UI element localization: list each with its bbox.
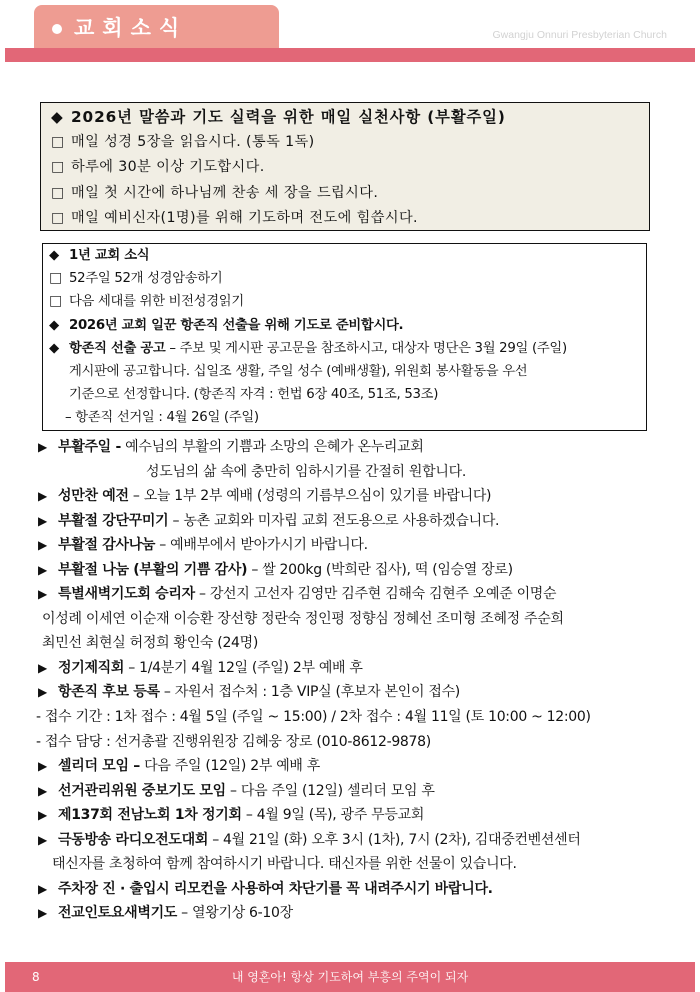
- checkbox-icon: □: [51, 134, 65, 151]
- practice-title: 2026년 말씀과 기도 실력을 위한 매일 실천사항 (부활주일): [71, 108, 506, 126]
- annual-title-row: [49, 244, 646, 267]
- practice-title-row: [51, 105, 649, 130]
- diamond-icon: ◆: [49, 317, 59, 333]
- diamond-icon: ◆: [51, 108, 64, 126]
- checkbox-icon: □: [49, 270, 62, 287]
- triangle-bullet-icon: ▶: [38, 881, 47, 896]
- election-notice-continued: 기준으로 선정합니다. (항존직 자격 : 헌법 6장 40조, 51조, 53조): [69, 387, 439, 403]
- news-item-radio-evangelism: ▶ 극동방송 라디오전도대회 – 4월 21일 (화) 오후 3시 (1차), 7시 (2차), 김대중컨벤션센터: [38, 828, 688, 853]
- triangle-bullet-icon: ▶: [38, 587, 47, 602]
- triangle-bullet-icon: ▶: [38, 660, 47, 675]
- annual-item: □ 52주일 52개 성경암송하기: [49, 267, 646, 290]
- header-bar: [5, 48, 695, 62]
- annual-news-box: [42, 243, 647, 431]
- registration-period: - 접수 기간 : 1차 접수 : 4월 5일 (주일 ~ 15:00) / 2차 접수 : 4월 11일 (토 10:00 ~ 12:00): [36, 709, 591, 726]
- triangle-bullet-icon: ▶: [38, 832, 47, 847]
- news-item-altar: ▶ 부활절 강단꾸미기 – 농촌 교회와 미자립 교회 전도용으로 사용하겠습니다.: [38, 509, 688, 534]
- checkbox-icon: □: [51, 209, 65, 226]
- news-item-communion: ▶ 성만찬 예전 – 오늘 1부 2부 예배 (성령의 기름부으심이 있기를 바랍니다): [38, 484, 688, 509]
- news-item-cell-leader-meeting: ▶ 셀리더 모임 – 다음 주일 (12일) 2부 예배 후: [38, 754, 688, 779]
- daily-practice-box: [40, 102, 650, 231]
- annual-title: 1년 교회 소식: [69, 248, 150, 263]
- election-notice-row: ◆ 항존직 선출 공고 – 주보 및 게시판 공고문을 참조하시고, 대상자 명단은 3월 29일 (주일): [49, 337, 646, 360]
- prayer-notice-row: ◆ 2026년 교회 일꾼 항존직 선출을 위해 기도로 준비합시다.: [49, 314, 646, 337]
- news-item-saturday-dawn-prayer: ▶ 전교인토요새벽기도 – 열왕기상 6-10장: [38, 901, 688, 926]
- news-item-dawn-prayer-winners: ▶ 특별새벽기도회 승리자 – 강선지 고선자 김영만 김주현 김해숙 김현주 오예준 이명순: [38, 582, 688, 607]
- triangle-bullet-icon: ▶: [38, 513, 47, 528]
- bullet-dot-icon: [52, 24, 62, 34]
- annual-item: □ 다음 세대를 위한 비전성경읽기: [49, 290, 646, 313]
- section-tab: [34, 5, 279, 49]
- practice-item: □ 하루에 30분 이상 기도합시다.: [51, 155, 649, 180]
- triangle-bullet-icon: ▶: [38, 489, 47, 504]
- church-name: Gwangju Onnuri Presbyterian Church: [492, 29, 667, 41]
- news-item-thanks-sharing: ▶ 부활절 감사나눔 – 예배부에서 받아가시기 바랍니다.: [38, 533, 688, 558]
- election-notice-continued: 게시판에 공고합니다. 십일조 생활, 주일 성수 (예배생활), 위원회 봉사활동을 우선: [69, 364, 528, 380]
- checkbox-icon: □: [49, 293, 62, 310]
- diamond-icon: ◆: [49, 340, 59, 356]
- triangle-bullet-icon: ▶: [38, 759, 47, 774]
- section-title: 교회소식: [74, 16, 188, 40]
- registration-contact: - 접수 담당 : 선거총괄 진행위원장 김혜웅 장로 (010-8612-9878): [36, 733, 431, 750]
- triangle-bullet-icon: ▶: [38, 562, 47, 577]
- news-item-continued: 성도님의 삶 속에 충만히 임하시기를 간절히 원합니다.: [146, 463, 466, 480]
- diamond-icon: ◆: [49, 248, 59, 263]
- news-item-continued: 태신자를 초청하여 함께 참여하시기 바랍니다. 태신자를 위한 선물이 있습니다.: [52, 856, 517, 873]
- news-item-easter: ▶ 부활주일 - 예수님의 부활의 기쁨과 소망의 은혜가 온누리교회: [38, 435, 688, 460]
- news-item-easter-sharing: ▶ 부활절 나눔 (부활의 기쁨 감사) – 쌀 200kg (박희란 집사), 떡 (임승열 장로): [38, 558, 688, 583]
- triangle-bullet-icon: ▶: [38, 783, 47, 798]
- triangle-bullet-icon: ▶: [38, 685, 47, 700]
- triangle-bullet-icon: ▶: [38, 906, 47, 921]
- practice-item: □ 매일 예비신자(1명)를 위해 기도하며 전도에 힘씁시다.: [51, 206, 649, 231]
- practice-item: □ 매일 첫 시간에 하나님께 찬송 세 장을 드립시다.: [51, 181, 649, 206]
- election-day: – 항존직 선거일 : 4월 26일 (주일): [65, 410, 259, 426]
- triangle-bullet-icon: ▶: [38, 440, 47, 454]
- checkbox-icon: □: [51, 184, 65, 201]
- page-number: 8: [32, 970, 40, 984]
- footer-motto: 내 영혼아! 항상 기도하여 부흥의 주역이 되자: [231, 970, 469, 984]
- checkbox-icon: □: [51, 159, 65, 176]
- triangle-bullet-icon: ▶: [38, 808, 47, 823]
- news-item-election-prayer: ▶ 선거관리위원 중보기도 모임 – 다음 주일 (12일) 셀리더 모임 후: [38, 779, 688, 804]
- news-item-continued: 이성례 이세연 이순재 이승환 장선향 정란숙 정인평 정향심 정혜선 조미형 조혜정 주순희: [42, 610, 564, 627]
- news-item-continued: 최민선 최현실 허정희 황인숙 (24명): [42, 635, 259, 652]
- triangle-bullet-icon: ▶: [38, 538, 47, 553]
- news-item-officers-meeting: ▶ 정기제직회 – 1/4분기 4월 12일 (주일) 2부 예배 후: [38, 656, 688, 681]
- news-item-parking: ▶ 주차장 진 · 출입시 리모컨을 사용하여 차단기를 꼭 내려주시기 바랍니다.: [38, 877, 688, 902]
- news-item-candidate-registration: ▶ 항존직 후보 등록 – 자원서 접수처 : 1층 VIP실 (후보자 본인이 접수): [38, 680, 688, 705]
- election-label: 항존직 선출 공고: [69, 340, 166, 356]
- footer-bar: [5, 962, 695, 992]
- practice-item: □ 매일 성경 5장을 읽읍시다. (통독 1독): [51, 130, 649, 155]
- news-item-presbytery: ▶ 제137회 전남노회 1차 정기회 – 4월 9일 (목), 광주 무등교회: [38, 803, 688, 828]
- news-list: [38, 435, 688, 926]
